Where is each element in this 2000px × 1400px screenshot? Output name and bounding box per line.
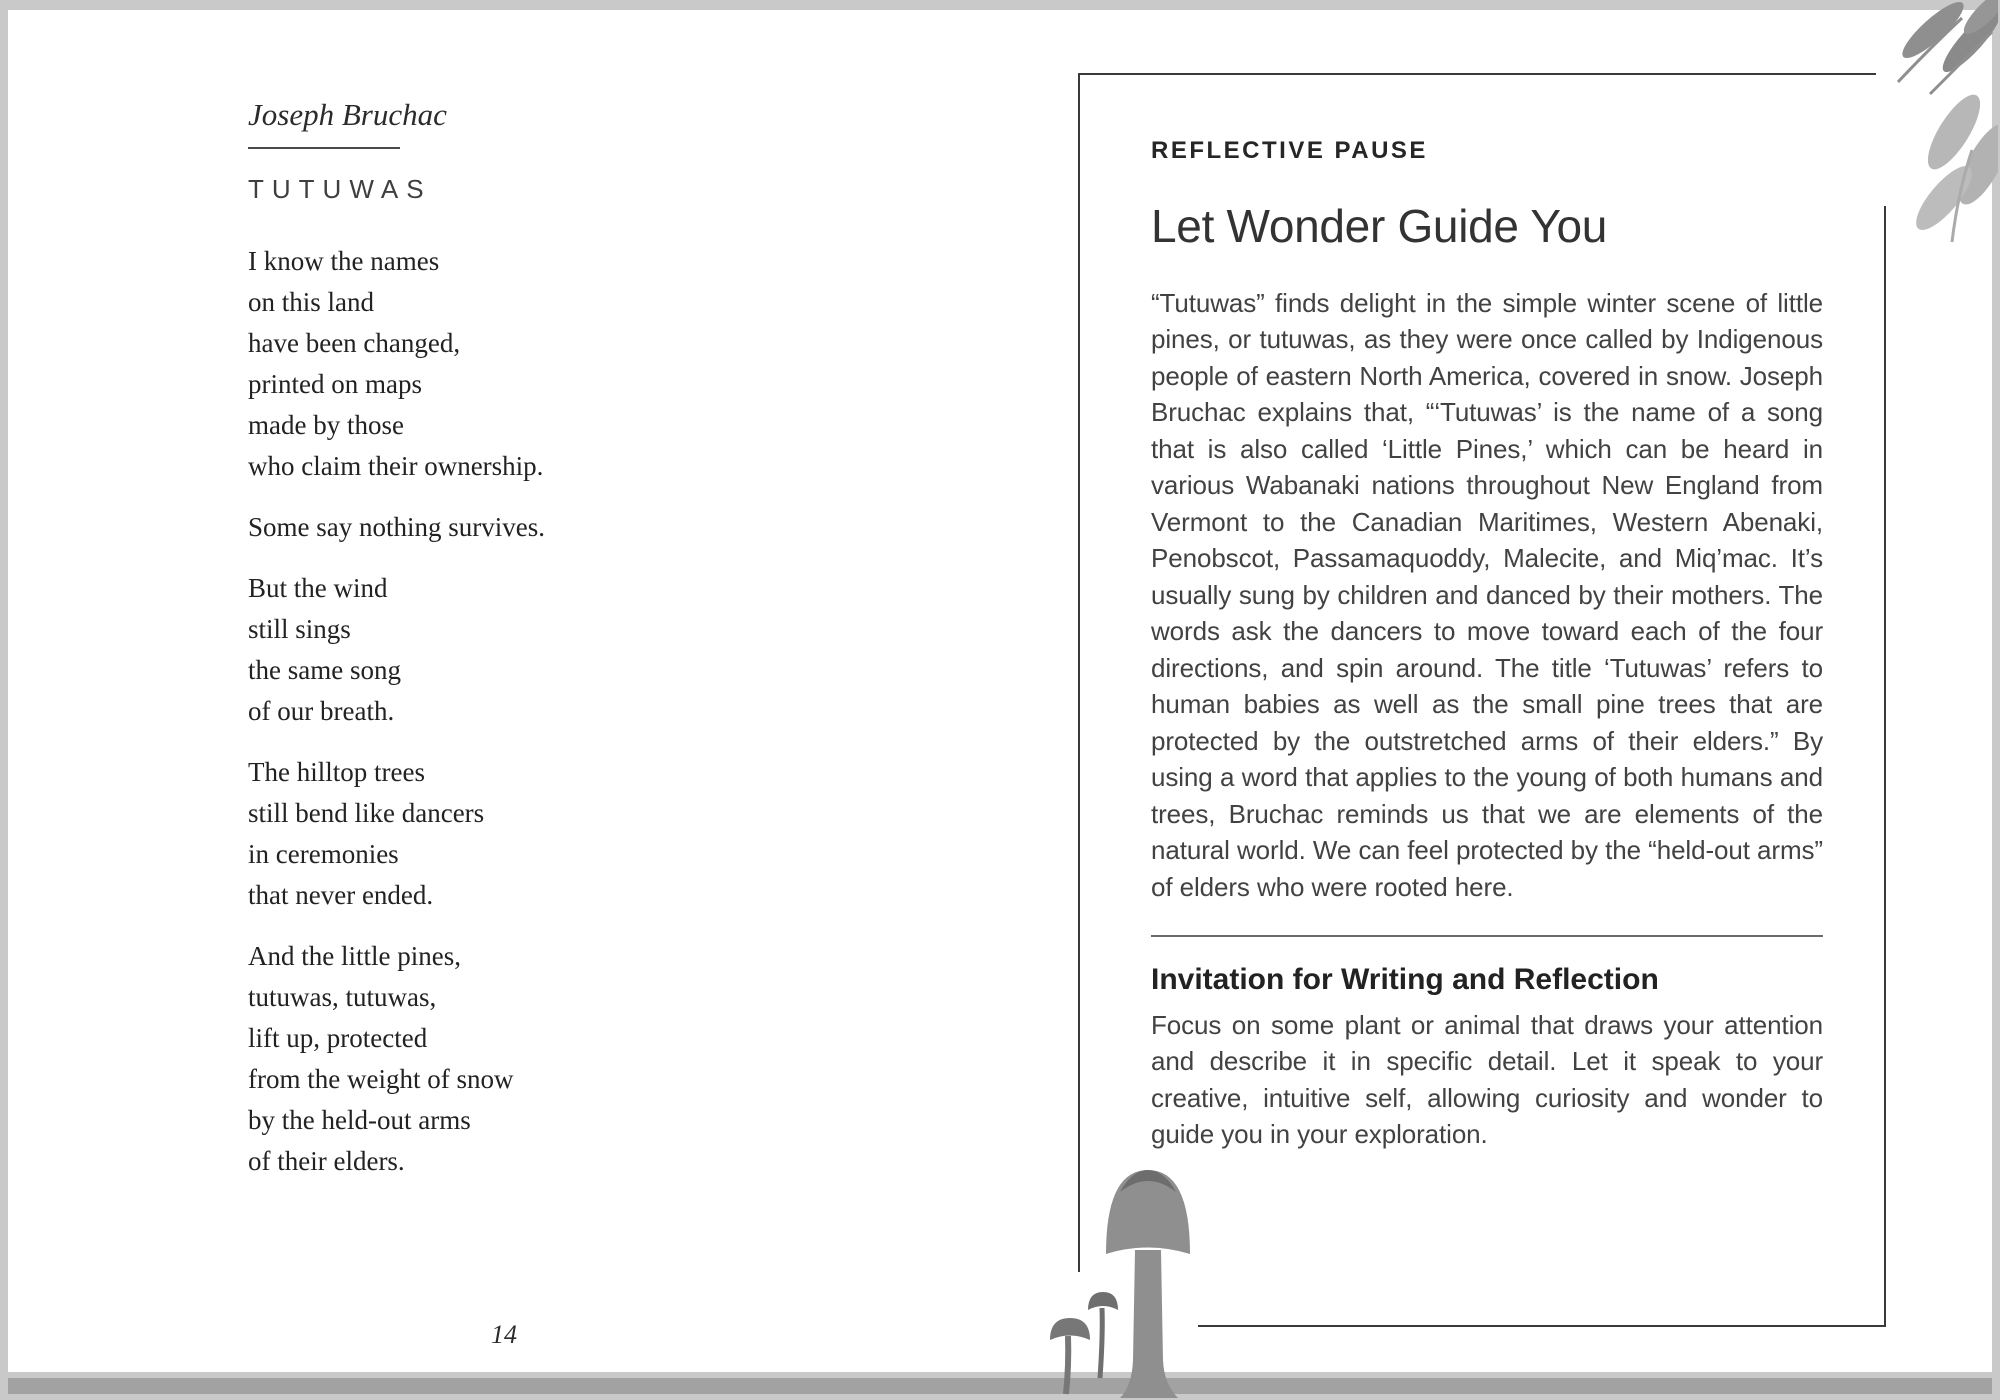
poem-line: by the held-out arms [248,1104,471,1135]
poem-line: of their elders. [248,1145,405,1176]
section-heading: Let Wonder Guide You [1151,199,1608,252]
section-body-text: “Tutuwas” finds delight in the simple winter scene of little pines, or tutuwas, as they were once called by Indigenous people of eastern North America, covered in snow. Joseph Bruchac explains that, “‘Tutuwas’ is the name of a song that is also called ‘Little Pines,’ which can be heard in various Wabanaki nations throughout New England from Vermont to the Canadian Maritimes, Western Abenaki, Penobscot, Passamaquoddy, Malecite, and Miq’mac. It’s usually sung by children and danced by their mothers. The words ask the dancers to move toward each of the four directions, and spin around. The title ‘Tutuwas’ refers to human babies as well as the small pine trees that are protected by the outstretched arms of their elders.” By using a word that applies to the young of both humans and trees, Bruchac reminds us that we are elements of the natural world. We can feel protected by the “held-out arms” of elders who were rooted here. [1151,287,1823,902]
poem-line: from the weight of snow [248,1063,514,1094]
invitation-body-text: Focus on some plant or animal that draws your attention and describe it in specific detail. Let it speak to your creative, intuitive self, allowing curiosity and wonder to guide you in your exploration. [1151,1009,1823,1150]
mushrooms-icon [1036,1150,1206,1400]
poem-line: But the wind [248,572,388,603]
poem-line: who claim their ownership. [248,450,544,481]
poem-line: of our breath. [248,695,395,726]
poem-line: in ceremonies [248,838,399,869]
poem-author: Joseph Bruchac [248,97,447,132]
poem-line: tutuwas, tutuwas, [248,981,437,1012]
poem-line: Some say nothing survives. [248,511,545,542]
author-rule [248,147,400,149]
poem-stanza [248,752,828,916]
poem-stanza [248,568,828,732]
page-number: 14 [491,1320,517,1349]
poem-line: still sings [248,613,351,644]
poem-line: I know the names [248,245,440,276]
feather-leaves-icon [1858,0,1998,260]
poem-stanza [248,241,828,487]
poem-body [248,241,828,1182]
poem-line: have been changed, [248,327,461,358]
poem-line: And the little pines, [248,940,461,971]
poem-line: on this land [248,286,374,317]
poem-stanza [248,507,828,548]
left-page [248,96,828,1202]
poem-line: printed on maps [248,368,422,399]
section-kicker: REFLECTIVE PAUSE [1151,137,1428,164]
poem-line: The hilltop trees [248,756,425,787]
poem-stanza [248,936,828,1182]
poem-line: still bend like dancers [248,797,485,828]
reflective-pause-content [1151,137,1823,1153]
poem-line: the same song [248,654,401,685]
poem-title: TUTUWAS [248,174,432,205]
section-divider [1151,935,1823,937]
invitation-heading: Invitation for Writing and Reflection [1151,963,1659,997]
poem-line: that never ended. [248,879,434,910]
poem-line: made by those [248,409,404,440]
page-bottom-edge [8,1378,1992,1394]
poem-line: lift up, protected [248,1022,428,1053]
